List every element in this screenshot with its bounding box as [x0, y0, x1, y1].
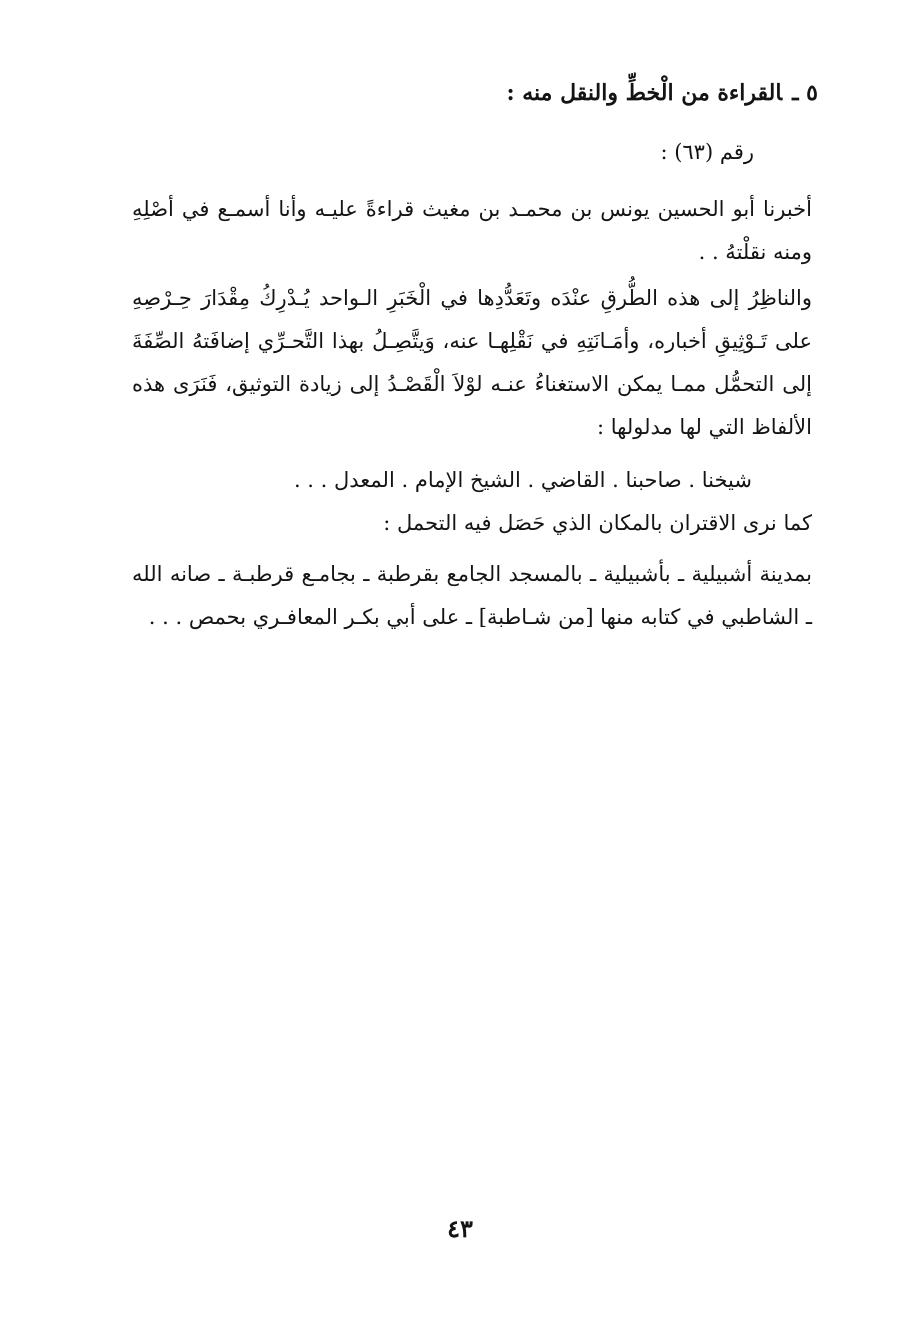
paragraph-place-intro: كما نرى الاقتران بالمكان الذي حَصَل فيه التحمل :	[383, 511, 812, 535]
list-places: بمدينة أشبيلية ـ بأشبيلية ـ بالمسجد الجامع بقرطبة ـ بجامـع قرطبـة ـ صانه الله ـ الشاطبي في كتابه منها [من شـاطبة] ـ على أبي بكـر المعافـري بحمص . . .	[132, 562, 812, 629]
section-number: ٥ ـ	[792, 80, 818, 106]
page-number: ٤٣	[447, 1214, 473, 1243]
section-heading	[506, 80, 818, 106]
paragraph-commentary: والناظِرُ إلى هذه الطُّرقِ عنْدَه وتَعَدُّدِها في الْخَبَرِ الـواحد يُـدْرِكُ مِقْدَارَ حِـرْصِهِ على تَـوْثِيقِ أخباره، وأمَـانَتِهِ في نَقْلِهـا عنه، وَيتَّصِـلُ بهذا التَّحـرِّي إضافَتهُ الصِّفَةَ إلى التحمُّل ممـا يمكن الاستغناءُ عنـه لوْلاَ الْقَصْـدُ إلى زيادة التوثيق، فَنَرَى هذه الألفاظ التي لها مدلولها :	[132, 286, 812, 439]
record-label: رقم (٦٣) :	[660, 140, 754, 164]
list-teacher-titles: شيخنا . صاحبنا . القاضي . الشيخ الإمام . المعدل . . .	[293, 468, 752, 492]
paragraph-narration: أخبرنا أبو الحسين يونس بن محمـد بن مغيث قراءةً عليـه وأنا أسمـع في أصْلِهِ ومنه نقلْتهُ . .	[132, 197, 812, 264]
section-title: القراءة من الْخطِّ والنقل منه :	[506, 80, 783, 106]
